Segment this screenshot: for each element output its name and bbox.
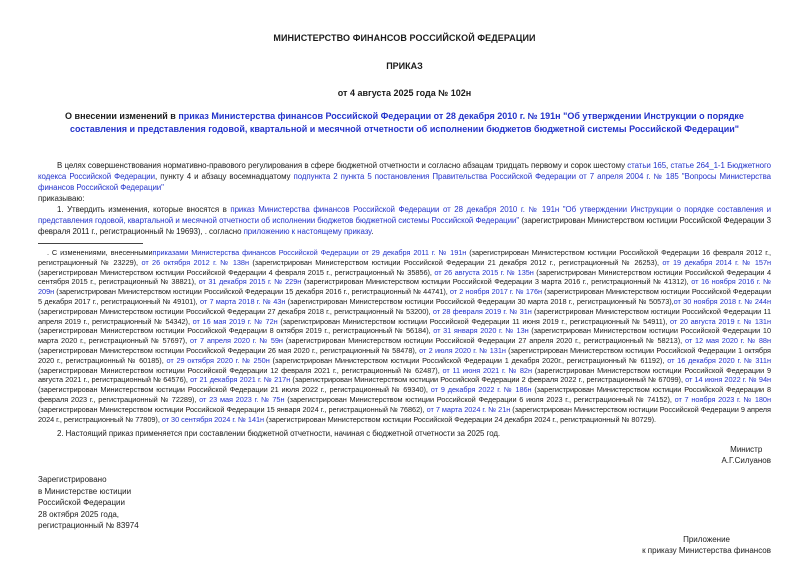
registration-line: регистрационный № 83974 [38,521,139,531]
text-run: (зарегистрирован Министерством юстиции Российской Федерации 3 февраля 2011 г., регистрационный № 19693), . согласно [38,216,771,236]
signer-position: Министр [730,445,763,455]
doc-link[interactable]: статьи 165 [627,161,667,170]
footnote-paragraph [38,248,771,424]
doc-type-heading: ПРИКАЗ [386,61,423,71]
doc-link[interactable]: от 7 ноября 2023 г. № 180н [674,394,771,404]
text-run: О внесении изменений в [65,111,179,121]
text-run: . С изменениями, внесенными [47,248,153,257]
text-run: (зарегистрирован Министерством юстиции Российской Федерации 11 июня 2019 г., регистрационный № 54911), [277,316,670,326]
doc-link[interactable]: от 31 января 2020 г. № 13н [433,326,529,336]
doc-date-number: от 4 августа 2025 года № 102н [337,88,472,98]
doc-link[interactable]: от 29 октября 2020 г. № 250н [166,355,270,365]
doc-link[interactable]: от 14 июня 2022 г. № 94н [685,375,771,385]
text-run: (зарегистрирован Министерством юстиции Российской Федерации 15 января 2024 г., регистрационный № 76862), [38,404,427,414]
doc-link[interactable]: приказ Министерства финансов Российской Федерации от 28 декабря 2010 г. № 191н "Об утверждении Инструкции о порядке составления и представления годовой, квартальной и месячной отчетности об исполнении бюджетов бюджетной системы Российской Федерации" [38,205,771,225]
doc-link[interactable]: приказами Министерства финансов Российской Федерации от 29 декабря 2011 г. № 191н [152,248,467,257]
text-run: (зарегистрирован Министерством юстиции Российской Федерации 9 апреля 2024 г., регистрационный № 77809), [38,404,771,424]
doc-link[interactable]: от 26 октября 2012 г. № 138н [141,257,249,267]
text-run: (зарегистрирован Министерством юстиции Российской Федерации 12 февраля 2021 г., регистрационный № 62487), [38,365,443,375]
doc-link[interactable]: от 19 декабря 2014 г. № 157н [662,257,772,267]
appendix-label: Приложение [683,534,730,544]
ministry-heading: МИНИСТЕРСТВО ФИНАНСОВ РОССИЙСКОЙ ФЕДЕРАЦИИ [273,33,536,43]
text-run: (зарегистрирован Министерством юстиции Российской Федерации 3 марта 2016 г., регистрационный № 41312), [301,277,692,287]
appendix-subtitle: к приказу Министерства финансов [642,546,771,556]
text-run: (зарегистрирован Министерством юстиции Российской Федерации 21 декабря 2012 г., регистрационный № 26253), [248,257,663,267]
registration-line: Российской Федерации [38,498,125,508]
doc-title [38,110,771,136]
doc-link[interactable]: от 16 мая 2019 г. № 72н [192,316,278,326]
enacting-word: приказываю: [38,194,85,203]
doc-link[interactable]: от 30 сентября 2024 г. № 141н [161,414,265,424]
text-run: (зарегистрирован Министерством юстиции Российской Федерации 27 апреля 2020 г., регистрационный № 58213), [282,336,685,346]
signer-name: А.Г.Силуанов [721,456,771,466]
text-run: (зарегистрирован Министерством юстиции Российской Федерации 11 апреля 2019 г., регистрационный № 54342), [38,306,771,326]
item-1-paragraph [38,204,771,237]
text-run: (зарегистрирован Министерством юстиции Российской Федерации 21 июля 2022 г., регистрационный № 69340), [38,385,431,395]
text-run: В целях совершенствования нормативно-правового регулирования в сфере бюджетной отчетности и согласно абзацам тридцать первому и сорок шестому [57,161,628,170]
doc-link[interactable]: от 7 марта 2018 г. № 43н [199,296,286,306]
doc-link[interactable]: от 9 декабря 2022 г. № 186н [430,385,532,395]
doc-link[interactable]: от 20 августа 2019 г. № 131н [669,316,771,326]
text-run: (зарегистрирован Министерством юстиции Российской Федерации 2 февраля 2022 г., регистрационный № 67099), [290,375,686,385]
doc-link[interactable]: от 26 августа 2015 г. № 135н [434,267,534,277]
doc-link[interactable]: приказ Министерства финансов Российской Федерации от 28 декабря 2010 г. № 191н "Об утверждении Инструкции о порядке составления и представления годовой, квартальной и месячной отчетности об исполнении бюджетов бюджетной системы Российской Федерации" [69,111,744,134]
doc-link[interactable]: от 16 ноября 2016 г. № 209н [38,277,772,297]
doc-link[interactable]: от 16 декабря 2020 г. № 311н [667,355,771,365]
text-run: (зарегистрирован Министерством юстиции Российской Федерации 10 марта 2020 г., регистрационный № 57697), [38,326,771,346]
text-run: (зарегистрирован Министерством юстиции Российской Федерации 8 октября 2019 г., регистрационный № 56184), [38,326,434,336]
signature-block [38,444,771,466]
text-run: (зарегистрирован Министерством юстиции Российской Федерации 4 февраля 2015 г., регистрационный № 35856), [38,267,435,277]
registration-block [38,474,771,532]
doc-link[interactable]: от 23 мая 2023 г. № 75н [199,394,285,404]
text-run: 1. Утвердить изменения, которые вносятся в [57,205,231,214]
doc-link[interactable]: от 7 апреля 2020 г. № 59н [189,336,283,346]
doc-link[interactable]: от 12 мая 2020 г. № 88н [684,336,771,346]
text-run: (зарегистрирован Министерством юстиции Российской Федерации 15 декабря 2016 г., регистрационный № 44741), [54,287,450,297]
text-run: , [666,161,671,170]
text-run: (зарегистрирован Министерством юстиции Российской Федерации 27 декабря 2018 г., регистрационный № 53200), [38,306,433,316]
text-run: (зарегистрирован Министерством юстиции Российской Федерации 26 мая 2020 г., регистрационный № 58478), [38,345,420,355]
registration-line: Зарегистрировано [38,475,107,485]
doc-link[interactable]: от 31 декабря 2015 г. № 229н [198,277,302,287]
doc-link[interactable]: от 28 февраля 2019 г. № 31н [432,306,532,316]
item-2-paragraph: 2. Настоящий приказ применяется при составлении бюджетной отчетности, начиная с бюджетной отчетности за 2025 год. [57,429,501,439]
appendix-block [38,534,771,557]
registration-line: в Министерстве юстиции [38,486,132,496]
text-run: , пункту 4 и абзацу восемнадцатому [155,172,294,181]
registration-line: 28 октября 2025 года, [38,509,120,519]
text-run: (зарегистрирован Министерством юстиции Российской Федерации 5 декабря 2017 г., регистрационный № 49101), [38,287,772,306]
text-run: (зарегистрирован Министерством юстиции Российской Федерации 1 октября 2020 г., регистрационный № 60185), [38,345,771,365]
text-run: (зарегистрирован Министерством юстиции Российской Федерации 24 декабря 2024 г., регистрационный № 80729). [264,414,657,424]
doc-link[interactable]: от 2 июля 2020 г. № 131н [419,345,506,355]
doc-link[interactable]: статье 264_1-1 Бюджетного кодекса Российской Федерации [38,161,771,181]
text-run: . [371,227,374,236]
text-run: (зарегистрирован Министерством юстиции Российской Федерации 4 сентября 2015 г., регистрационный № 38821), [38,267,771,287]
doc-link[interactable]: приложению к настоящему приказу [243,227,372,236]
text-run: (зарегистрирован Министерством юстиции Российской Федерации 8 февраля 2023 г., регистрационный № 72289), [38,385,771,404]
doc-link[interactable]: от 30 ноября 2018 г. № 244н [673,296,771,306]
doc-link[interactable]: подпункта 2 пункта 5 постановления Правительства Российской Федерации от 7 апреля 2004 г. № 185 "Вопросы Министерства финансов Российской Федерации" [38,172,772,192]
doc-link[interactable]: от 7 марта 2024 г. № 21н [426,404,511,414]
text-run: (зарегистрирован Министерством юстиции Российской Федерации 16 февраля 2012 г., регистрационный № 23229), [38,248,771,267]
doc-link[interactable]: от 21 декабря 2021 г. № 217н [190,375,291,385]
text-run: (зарегистрирован Министерством юстиции Российской Федерации 1 декабря 2020г., регистрационный № 61192), [269,355,668,365]
text-run: (зарегистрирован Министерством юстиции Российской Федерации 30 марта 2018 г., регистрационный № 50573), [285,296,674,306]
preamble-paragraph [38,160,771,193]
text-run: (зарегистрирован Министерством юстиции Российской Федерации 6 июля 2023 г., регистрационный № 74152), [284,394,675,404]
doc-link[interactable]: от 11 июня 2021 г. № 82н [442,365,532,375]
footnote-separator [38,243,143,244]
doc-link[interactable]: от 2 ноября 2017 г. № 176н [449,287,543,297]
text-run: (зарегистрирован Министерством юстиции Российской Федерации 9 августа 2021 г., регистрационный № 64576), [38,365,771,385]
